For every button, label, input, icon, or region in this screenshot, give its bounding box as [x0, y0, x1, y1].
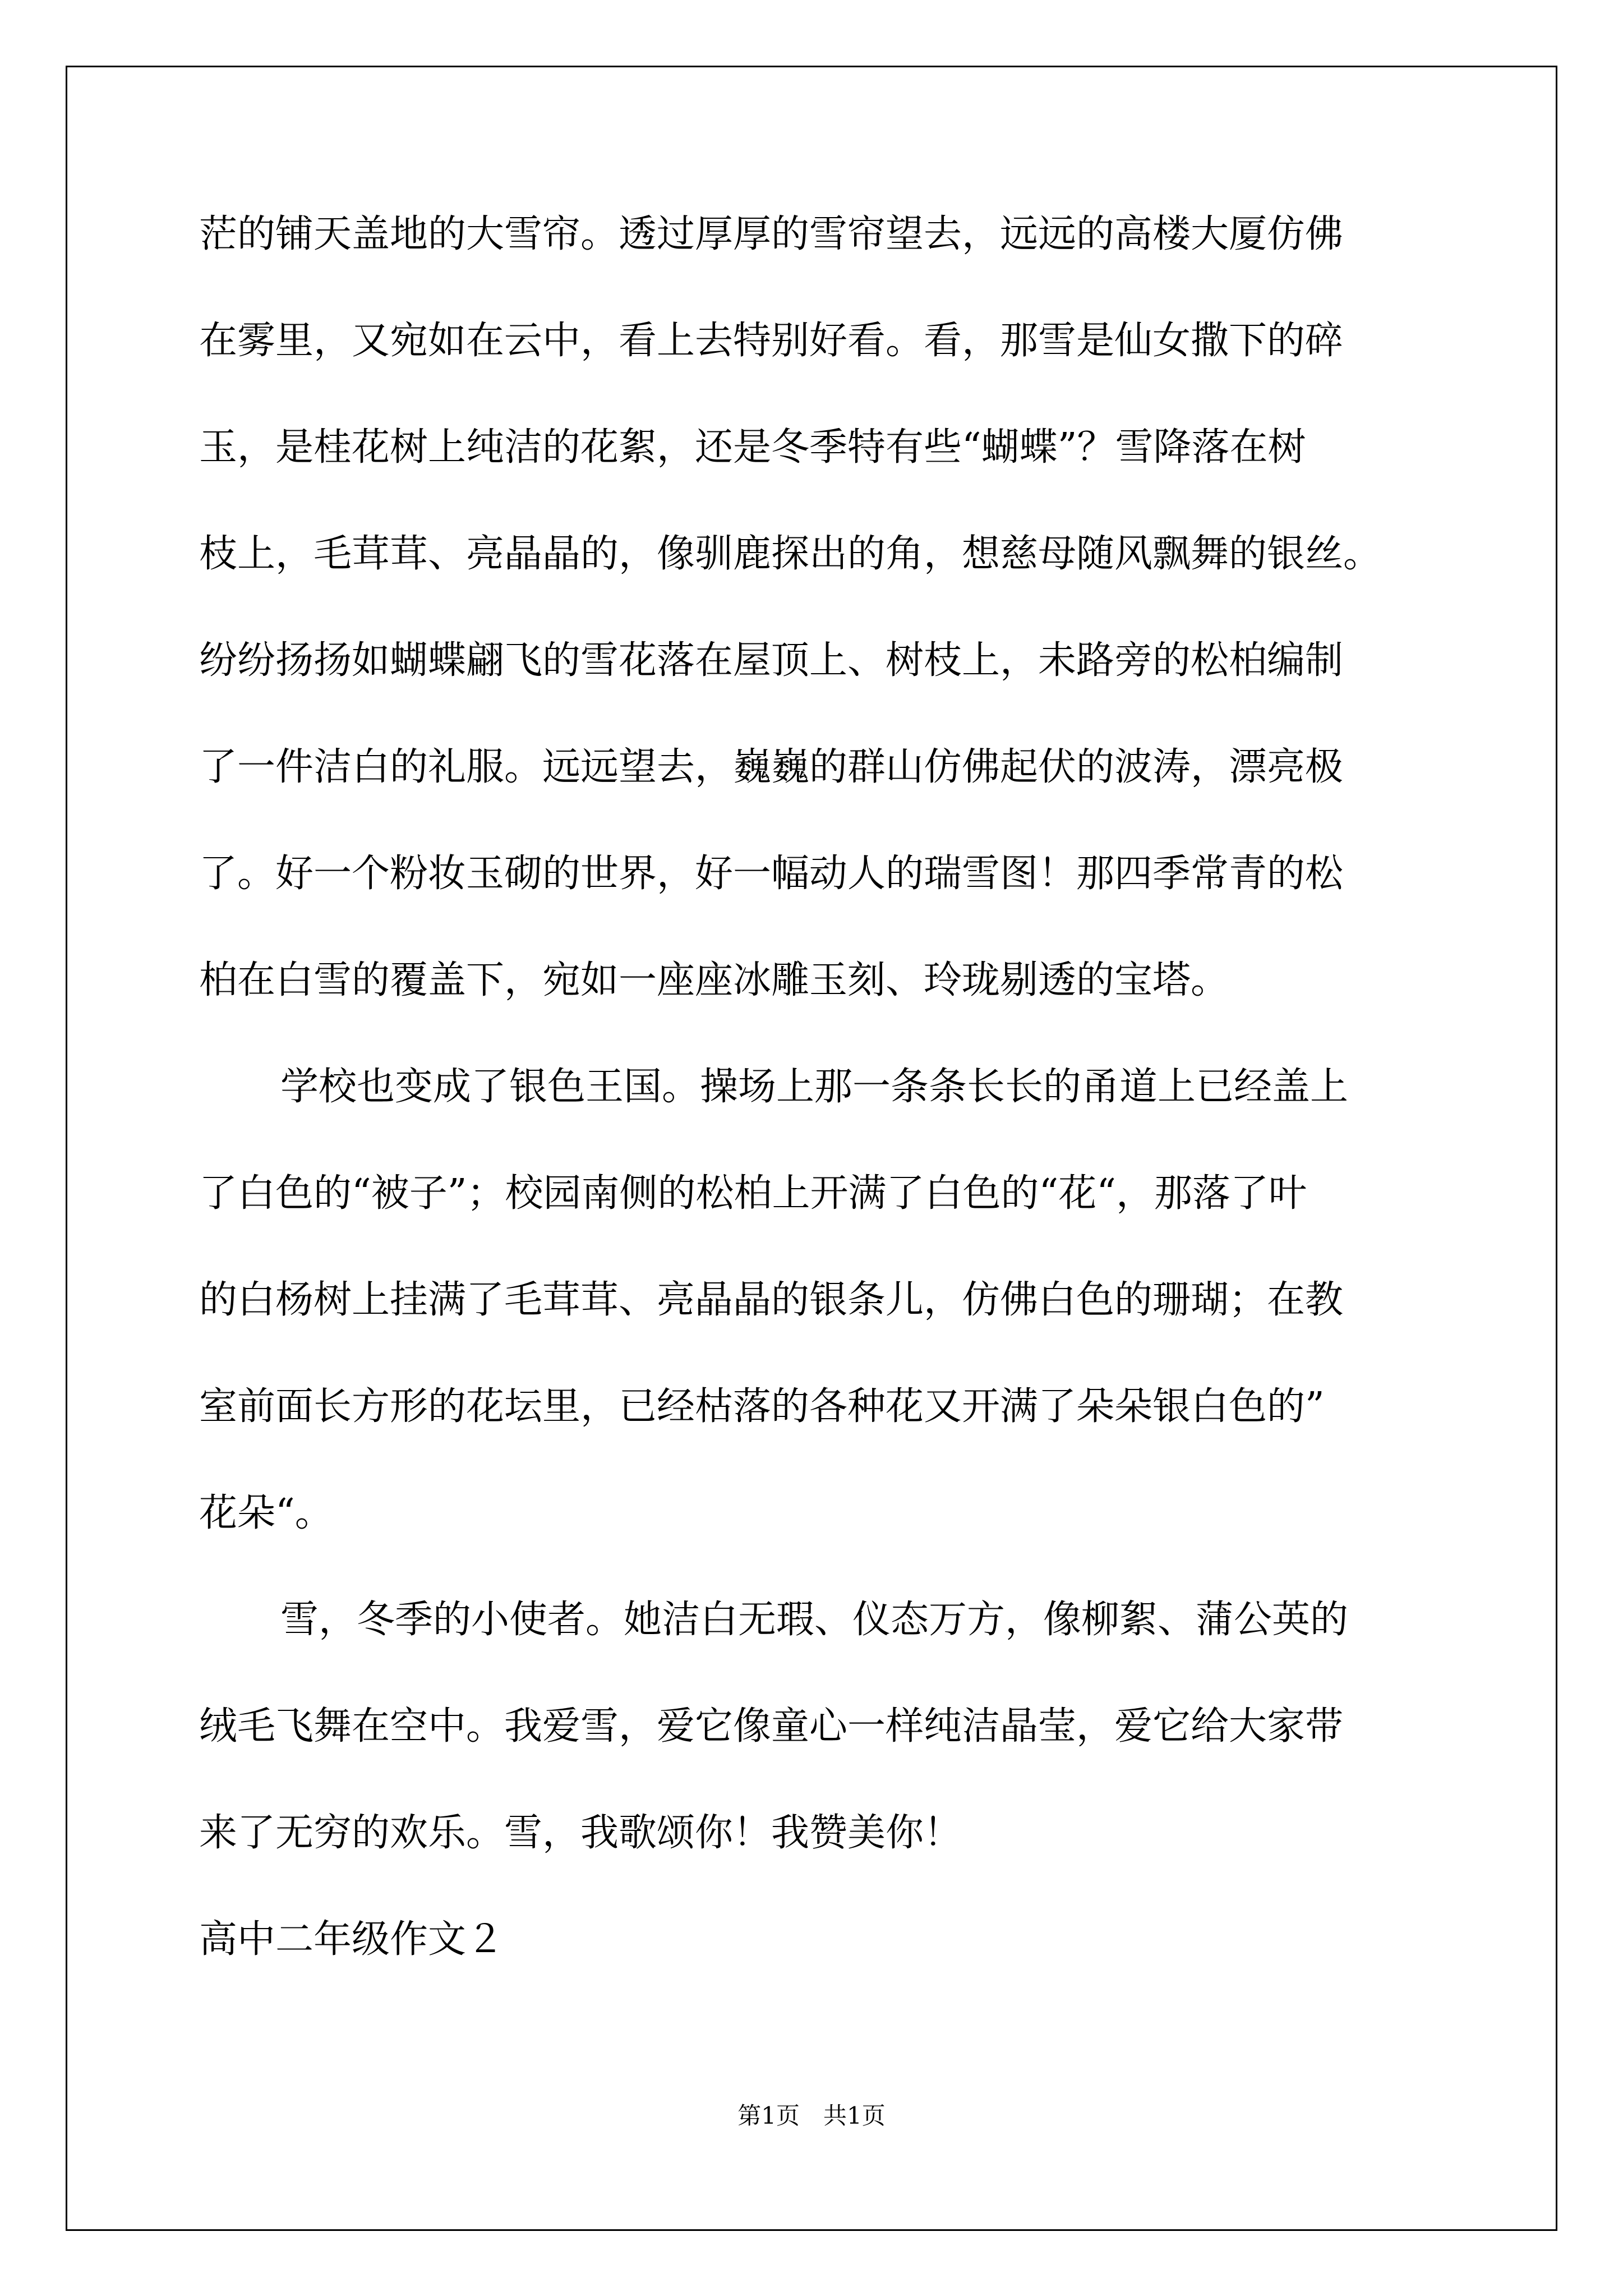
text-line: 的白杨树上挂满了毛茸茸、亮晶晶的银条儿，仿佛白色的珊瑚；在教: [199, 1278, 1344, 1322]
text-line: 了白色的“被子”；校园南侧的松柏上开满了白色的“花“，那落了叶: [199, 1171, 1307, 1216]
text-line: 花朵“。: [199, 1491, 333, 1535]
text-line: 来了无穷的欢乐。雪，我歌颂你！我赞美你！: [199, 1811, 962, 1855]
text-line: 纷纷扬扬如蝴蝶翩飞的雪花落在屋顶上、树枝上，未路旁的松柏编制: [199, 638, 1344, 683]
text-line: 枝上，毛茸茸、亮晶晶的，像驯鹿探出的角，想慈母随风飘舞的银丝。: [199, 532, 1382, 576]
paragraph-start-line: 学校也变成了银色王国。操场上那一条条长长的甬道上已经盖上: [280, 1065, 1349, 1109]
document-body: [199, 213, 1450, 1961]
section-heading: 高中二年级作文２: [199, 1917, 505, 1962]
text-line: 柏在白雪的覆盖下，宛如一座座冰雕玉刻、玲珑剔透的宝塔。: [199, 958, 1229, 1002]
text-line: 室前面长方形的花坛里，已经枯落的各种花又开满了朵朵银白色的”: [199, 1384, 1325, 1429]
text-line: 绒毛飞舞在空中。我爱雪，爱它像童心一样纯洁晶莹，爱它给大家带: [199, 1704, 1344, 1749]
text-line: 了。好一个粉妆玉砌的世界，好一幅动人的瑞雪图！那四季常青的松: [199, 852, 1344, 896]
paragraph-start-line: 雪，冬季的小使者。她洁白无瑕、仪态万方，像柳絮、蒲公英的: [280, 1598, 1349, 1642]
text-line: 了一件洁白的礼服。远远望去，巍巍的群山仿佛起伏的波涛，漂亮极: [199, 745, 1344, 789]
text-line: 在雾里，又宛如在云中，看上去特别好看。看，那雪是仙女撒下的碎: [199, 319, 1344, 363]
text-line: 玉，是桂花树上纯洁的花絮，还是冬季特有些“蝴蝶”？雪降落在树: [199, 425, 1306, 470]
text-line: 茫的铺天盖地的大雪帘。透过厚厚的雪帘望去，远远的高楼大厦仿佛: [199, 212, 1344, 256]
page-footer: 第1页 共1页: [737, 2102, 886, 2129]
